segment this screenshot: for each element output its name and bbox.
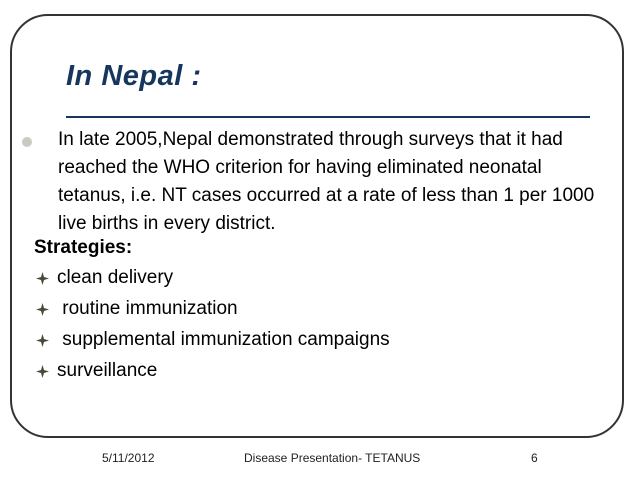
four-point-diamond-icon (36, 334, 49, 347)
strategy-label: surveillance (57, 360, 158, 381)
four-point-diamond-icon (36, 303, 49, 316)
dot-icon (22, 137, 32, 147)
four-point-diamond-icon (36, 365, 49, 378)
list-item (0, 326, 638, 357)
strategy-label: supplemental immunization campaigns (57, 329, 390, 350)
slide-title: In Nepal : (66, 60, 202, 92)
main-bullet-text: In late 2005,Nepal demonstrated through surveys that it had reached the WHO criterion for having eliminated neonatal tetanus, i.e. NT cases occurred at a rate of less than 1 per 1000 live births in every district. (58, 129, 595, 234)
list-item (0, 295, 638, 326)
strategies-heading: Strategies: (34, 237, 133, 258)
strategy-label: clean delivery (57, 267, 174, 288)
footer-title: Disease Presentation- TETANUS (244, 451, 421, 465)
four-point-diamond-icon (36, 272, 49, 285)
strategy-list (0, 264, 638, 388)
page-number: 6 (531, 451, 538, 465)
title-underline (66, 116, 590, 118)
footer-date: 5/11/2012 (102, 451, 155, 465)
list-item (0, 264, 638, 295)
strategy-label: routine immunization (57, 298, 238, 319)
list-item (0, 357, 638, 388)
